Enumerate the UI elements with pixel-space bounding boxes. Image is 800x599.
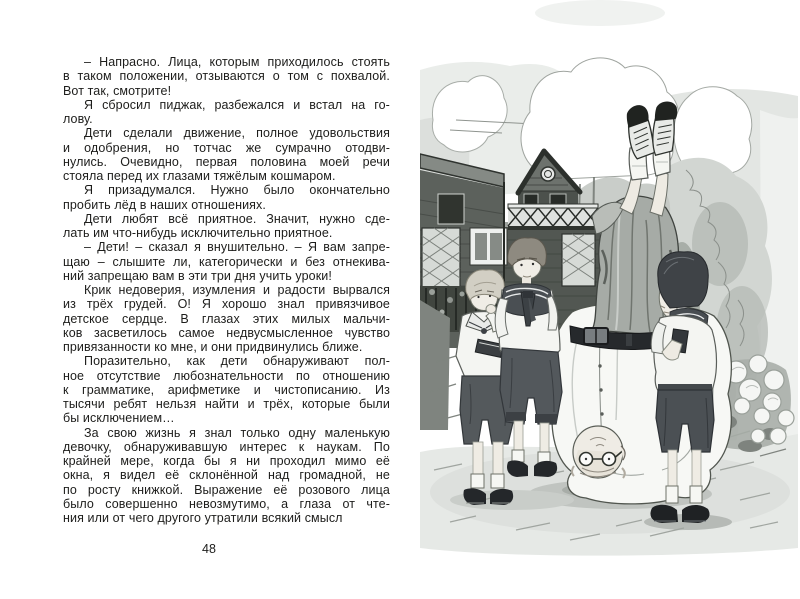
left-bush <box>420 300 450 430</box>
left-page <box>63 55 390 556</box>
text-line: тысячи ребят нельзя найти и трёх, которые были <box>63 397 390 411</box>
text-line: Дети сделали движение, полное удовольствия <box>84 126 390 141</box>
lattice-window-left <box>422 228 460 292</box>
text-line: бы исключением… <box>63 411 175 426</box>
text-line: привязанности ко мне, и они придвинулись ближе. <box>63 340 363 354</box>
text-line: крайней мере, когда бы я ни проходил мимо её <box>63 454 390 468</box>
page-number: 48 <box>202 542 216 556</box>
leg <box>692 450 701 490</box>
sock <box>512 450 524 462</box>
text-line: ное отсутствие любознательности по отношению <box>63 368 390 383</box>
hand <box>486 305 496 314</box>
text-line: окна, я видел её склонённой над громадной, не <box>63 468 390 483</box>
text-line: ния или от чего другого утратили всякий смысл <box>63 511 343 525</box>
text-line: ков засветилось самое недвусмысленное чувство <box>63 325 390 340</box>
text-line: Дети любят всё приятное. Значит, нужно сде- <box>84 211 390 226</box>
text-line: – Напрасно. Лица, которым приходилось стоять <box>84 55 390 69</box>
shoe <box>682 505 710 523</box>
leg <box>473 442 483 476</box>
text-line: к грамматике, арифметике и чистописанию. Из <box>63 382 390 397</box>
text-line: За свою жизнь я знал только одну маленькую <box>84 425 390 440</box>
text-line: Я сбросил пиджак, разбежался и встал на го- <box>84 97 390 112</box>
text-line: и одобрения, но тотчас же сумрачно отодви- <box>63 140 390 155</box>
text-line: детское сердце. В глазах этих милых мальчи- <box>63 311 390 326</box>
text-line: нулись. Очевидно, первая половина моей речи <box>63 154 390 169</box>
text-line: стояла перед их глазами тяжёлым кошмаром. <box>63 169 336 183</box>
text-line: девочку, обнаруживавшую интерес к наукам. По <box>63 439 390 454</box>
shoe <box>534 461 557 477</box>
sock <box>690 486 702 503</box>
text-line: щаю – слышите ли, категорически и без отнекива- <box>63 254 390 269</box>
text-line: по росту книжкой. Выражение её розового лица <box>63 482 390 497</box>
front-window <box>470 228 507 265</box>
round-window <box>541 167 555 181</box>
sock <box>666 486 678 503</box>
text-line: Крик недоверия, изумления и радости вырвался <box>84 283 390 297</box>
illustration <box>420 0 798 599</box>
text-line: Поразительно, как дети обнаруживают пол- <box>84 354 390 369</box>
sock <box>471 474 484 488</box>
text-line: – Дети! – сказал я внушительно. – Я вам запре- <box>84 240 390 255</box>
leg <box>493 442 503 476</box>
text-line: ний запрещаю вам в эти три дня учить уроки! <box>63 268 332 283</box>
leg <box>540 423 549 453</box>
text-line: Вот так, смотрите! <box>63 83 172 98</box>
sock <box>491 474 504 488</box>
lattice-window-right <box>562 234 595 286</box>
leg <box>668 450 677 490</box>
text-line: Я призадумался. Нужно было окончательно <box>84 183 390 198</box>
text-line: лать им что-нибудь исключительно приятное. <box>63 226 333 240</box>
side-window <box>438 194 464 224</box>
text-line: в таком положении, отзываются о том с похвалой. <box>63 69 390 84</box>
hair <box>658 252 708 308</box>
text-line: из трёх грудей. О! Я хорошо знал привязчивое <box>63 297 390 312</box>
text-line: пробить лёд в наших отношениях. <box>63 197 266 212</box>
text-line: лову. <box>63 112 93 126</box>
leg <box>514 421 523 453</box>
text-line: было совершенно невозмутимо, а глаза от чте- <box>63 496 390 511</box>
illustration-svg <box>420 0 798 599</box>
text-block <box>63 55 390 525</box>
